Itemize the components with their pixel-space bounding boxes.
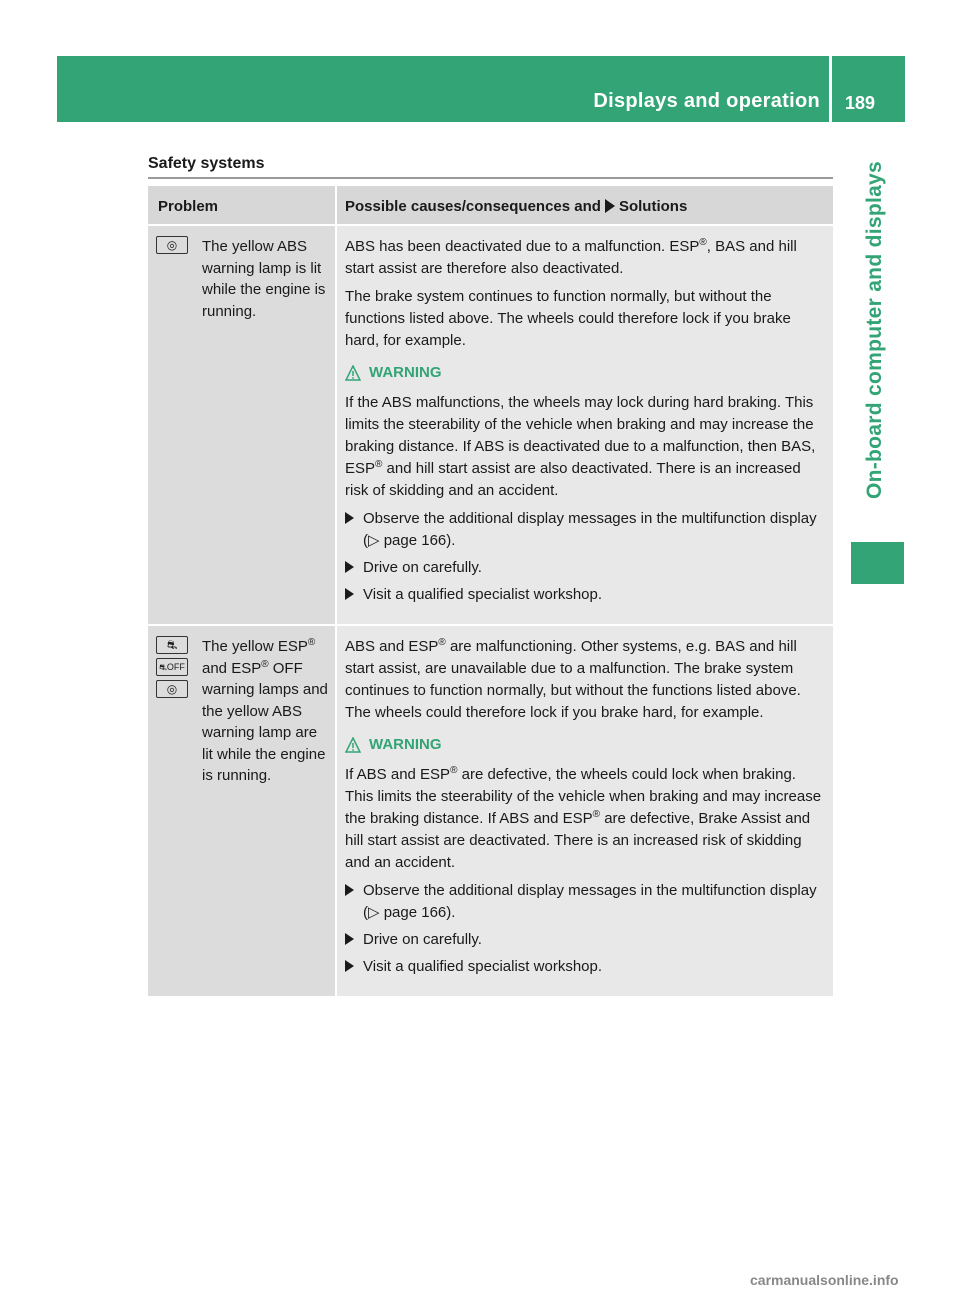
page-reference-link[interactable]: ▷ page 166 [368, 904, 447, 921]
cause-paragraph: ABS has been deactivated due to a malfunction. ESP®, BAS and hill start assist are therefore also deactivated. [345, 237, 797, 277]
step-text: Visit a qualified specialist workshop. [363, 958, 603, 975]
abs-warning-icon: ◎ [156, 236, 188, 254]
side-tab-marker [851, 542, 904, 584]
warning-triangle-icon [345, 365, 361, 381]
header-problem: Problem [158, 198, 219, 215]
solution-cell [335, 626, 833, 996]
instruction-step [345, 557, 827, 579]
instruction-step [345, 584, 827, 606]
step-text: Observe the additional display messages in the multifunction display (▷ page 166). [363, 882, 817, 921]
indicator-icons [156, 636, 202, 996]
esp-warning-icon: ⛐ [156, 636, 188, 654]
watermark: carmanualsonline.info [750, 1272, 899, 1288]
section-divider [148, 177, 833, 179]
action-arrow-icon [345, 933, 354, 945]
indicator-icons [156, 236, 202, 624]
step-marker [345, 584, 363, 606]
header-divider [829, 56, 832, 122]
step-text: Visit a qualified specialist workshop. [363, 586, 603, 603]
abs-warning-icon: ◎ [156, 680, 188, 698]
cause-paragraph: The brake system continues to function normally, but without the functions listed above. The wheels could therefore lock if you brake hard, for example. [345, 288, 791, 349]
action-arrow-icon [345, 960, 354, 972]
action-arrow-icon [345, 588, 354, 600]
chapter-title: Displays and operation [593, 90, 820, 112]
instruction-step [345, 929, 827, 951]
warning-text: If the ABS malfunctions, the wheels may lock during hard braking. This limits the steerability of the vehicle when braking and may increase the braking distance. If ABS is deactivated due to a malfunction, then BAS, ESP® and hill start assist are also deactivated. There is an increased risk of skidding and an accident. [345, 394, 816, 499]
esp-off-icon: ⛐OFF [156, 658, 188, 676]
problem-text: The yellow ABS warning lamp is lit while the engine is running. [202, 238, 326, 320]
safety-systems-table [148, 186, 833, 996]
action-arrow-icon [345, 561, 354, 573]
warning-text: If ABS and ESP® are defective, the wheels could lock when braking. This limits the steerability of the vehicle when braking and may increase the braking distance. If ABS and ESP® are defective, Brake Assist and hill start assist are deactivated. There is an increased risk of skidding and an accident. [345, 765, 822, 871]
step-text: Drive on carefully. [363, 931, 482, 948]
step-text: Drive on carefully. [363, 559, 482, 576]
action-arrow-icon [345, 512, 354, 524]
step-text: Observe the additional display messages in the multifunction display (▷ page 166). [363, 510, 817, 549]
page-number: 189 [845, 93, 876, 113]
problem-text: The yellow ESP® and ESP® OFF warning lamps and the yellow ABS warning lamp are lit while the engine is running. [202, 637, 328, 784]
section-title: Safety systems [148, 155, 265, 172]
solution-cell [335, 226, 833, 624]
warning-label: WARNING [369, 736, 442, 753]
table-row [148, 626, 833, 996]
problem-cell [148, 626, 335, 996]
instruction-step [345, 508, 827, 552]
step-marker [345, 956, 363, 978]
step-marker [345, 508, 363, 552]
header-solution-pre: Possible causes/consequences and [345, 198, 601, 215]
table-header [148, 186, 833, 224]
instruction-step [345, 880, 827, 924]
warning-heading [345, 734, 827, 756]
step-marker [345, 929, 363, 951]
step-marker [345, 557, 363, 579]
side-tab-label: On-board computer and displays [863, 160, 886, 500]
action-arrow-icon [345, 884, 354, 896]
header-solution [335, 186, 833, 224]
warning-heading [345, 362, 827, 384]
step-marker [345, 880, 363, 924]
instruction-step [345, 956, 827, 978]
table-row [148, 226, 833, 624]
warning-label: WARNING [369, 364, 442, 381]
page-reference-link[interactable]: ▷ page 166 [368, 532, 447, 549]
header-solution-post: Solutions [618, 198, 688, 215]
action-arrow-icon [605, 199, 615, 213]
cause-paragraph: ABS and ESP® are malfunctioning. Other systems, e.g. BAS and hill start assist, are unavailable due to a malfunction. The brake system continues to function normally, but without the functions listed above. The wheels could therefore lock if you brake hard, for example. [345, 637, 801, 721]
warning-triangle-icon [345, 737, 361, 753]
problem-cell [148, 226, 335, 624]
